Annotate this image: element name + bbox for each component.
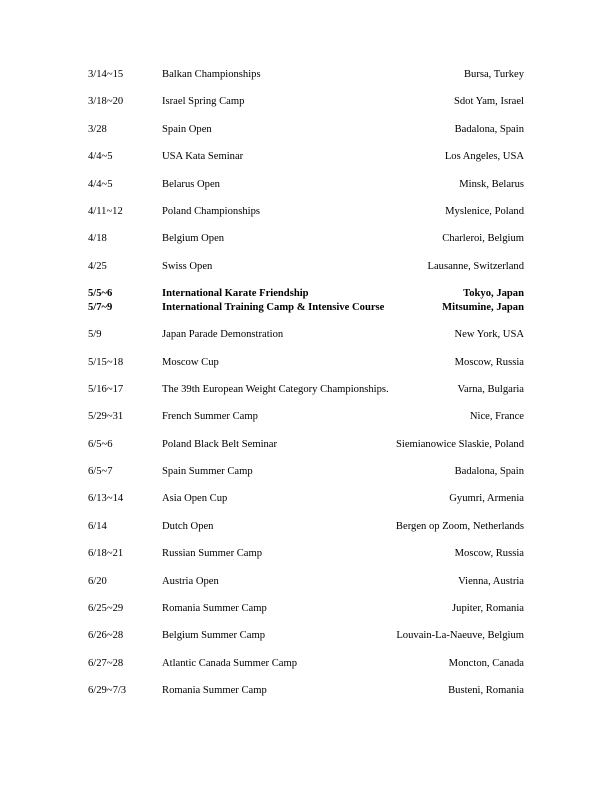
event-name: USA Kata Seminar (162, 151, 244, 163)
event-location: Louvain-La-Naeuve, Belgium (396, 630, 524, 642)
event-location: Moscow, Russia (454, 356, 524, 368)
event-name: Russian Summer Camp (162, 548, 263, 560)
event-date: 6/18~21 (88, 548, 124, 560)
event-location: New York, USA (454, 329, 524, 341)
event-name: International Training Camp & Intensive Course (162, 301, 385, 313)
event-date: 5/7~9 (88, 301, 113, 313)
table-row (88, 438, 524, 465)
event-name: Belgium Summer Camp (162, 630, 265, 642)
event-name: Swiss Open (162, 260, 213, 272)
table-row (88, 232, 524, 259)
event-date: 3/18~20 (88, 96, 124, 108)
event-date: 5/29~31 (88, 411, 124, 423)
table-row (88, 492, 524, 519)
event-date: 5/16~17 (88, 383, 124, 395)
event-name: Moscow Cup (162, 356, 219, 368)
event-date: 6/13~14 (88, 493, 124, 505)
table-row (88, 657, 524, 684)
event-location: Moncton, Canada (448, 657, 524, 669)
event-location: Gyumri, Armenia (449, 493, 524, 505)
event-name: French Summer Camp (162, 411, 258, 423)
event-name: Dutch Open (162, 520, 214, 532)
event-name: Belarus Open (162, 178, 220, 190)
event-date: 4/4~5 (88, 151, 113, 163)
event-date: 6/29~7/3 (88, 685, 127, 697)
event-location: Badalona, Spain (454, 466, 524, 478)
event-name: Japan Parade Demonstration (162, 329, 284, 341)
event-location: Bursa, Turkey (463, 69, 524, 80)
event-name: Belgium Open (162, 233, 225, 245)
table-row (88, 684, 524, 711)
event-name: Romania Summer Camp (162, 603, 267, 615)
event-date: 6/20 (88, 575, 107, 587)
event-date: 4/11~12 (88, 205, 123, 217)
table-row (88, 205, 524, 232)
table-row (88, 410, 524, 437)
event-name: Spain Open (162, 123, 212, 135)
table-row (88, 575, 524, 602)
event-name: Austria Open (162, 575, 219, 587)
table-row (88, 629, 524, 656)
event-name: Asia Open Cup (162, 493, 228, 505)
event-date: 3/28 (88, 123, 107, 135)
event-date: 5/15~18 (88, 356, 124, 368)
event-date: 4/25 (88, 260, 107, 272)
event-location: Lausanne, Switzerland (427, 260, 524, 272)
event-location: Charleroi, Belgium (442, 233, 524, 245)
event-location: Sdot Yam, Israel (453, 96, 524, 108)
table-row (88, 328, 524, 355)
event-date: 6/27~28 (88, 657, 124, 669)
table-row (88, 520, 524, 547)
event-name: Spain Summer Camp (162, 466, 253, 478)
event-date: 3/14~15 (88, 69, 124, 80)
event-location: Siemianowice Slaskie, Poland (396, 438, 524, 450)
event-location: Vienna, Austria (458, 575, 524, 587)
event-location: Varna, Bulgaria (457, 383, 524, 395)
event-location: Moscow, Russia (454, 548, 524, 560)
event-location: Jupiter, Romania (452, 603, 524, 615)
table-row (88, 301, 524, 328)
event-location: Mitsumine, Japan (442, 301, 524, 313)
table-row (88, 287, 524, 301)
event-name: Balkan Championships (162, 69, 261, 80)
event-location: Bergen op Zoom, Netherlands (395, 520, 524, 532)
event-location: Los Angeles, USA (444, 151, 524, 163)
table-row (88, 383, 524, 410)
event-date: 6/5~6 (88, 438, 113, 450)
event-location: Tokyo, Japan (463, 288, 524, 300)
event-name: Atlantic Canada Summer Camp (162, 657, 298, 669)
event-date: 6/5~7 (88, 466, 113, 478)
event-name: The 39th European Weight Category Championships. (162, 383, 389, 395)
event-location: Minsk, Belarus (459, 178, 524, 190)
event-location: Myslenice, Poland (445, 205, 524, 217)
event-schedule-table (88, 68, 524, 712)
event-date: 5/9 (88, 329, 102, 341)
table-row (88, 123, 524, 150)
event-name: Israel Spring Camp (162, 96, 245, 108)
event-date: 5/5~6 (88, 288, 113, 300)
event-date: 6/14 (88, 520, 107, 532)
table-row (88, 260, 524, 287)
event-name: Romania Summer Camp (162, 685, 267, 697)
event-date: 4/18 (88, 233, 107, 245)
event-date: 4/4~5 (88, 178, 113, 190)
event-location: Badalona, Spain (454, 123, 524, 135)
table-row (88, 178, 524, 205)
event-location: Busteni, Romania (448, 685, 524, 697)
table-row (88, 602, 524, 629)
table-row (88, 547, 524, 574)
event-date: 6/26~28 (88, 630, 124, 642)
table-row (88, 356, 524, 383)
table-row (88, 68, 524, 95)
table-row (88, 150, 524, 177)
event-location: Nice, France (469, 411, 524, 423)
event-name: Poland Black Belt Seminar (162, 438, 278, 450)
event-name: International Karate Friendship (162, 288, 309, 300)
table-row (88, 465, 524, 492)
table-row (88, 95, 524, 122)
event-name: Poland Championships (162, 205, 260, 217)
event-date: 6/25~29 (88, 603, 124, 615)
